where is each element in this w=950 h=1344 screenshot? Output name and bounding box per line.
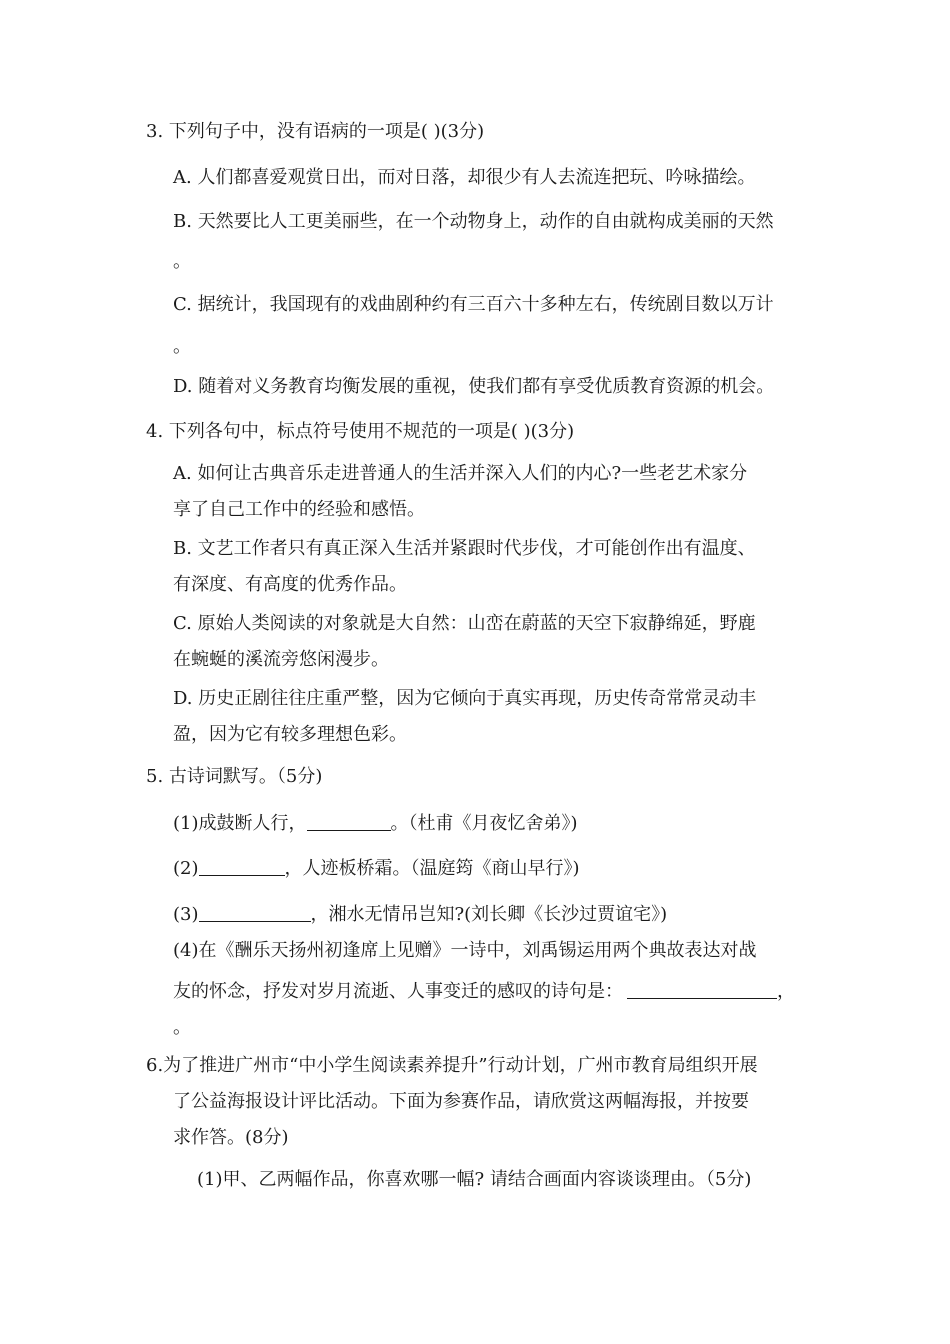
question-4-option-b: B. 文艺工作者只有真正深入生活并紧跟时代步伐，才可能创作出有温度、 [173, 538, 756, 559]
question-5-part-4-cont [173, 978, 795, 1004]
answer-blank-1[interactable] [307, 810, 391, 831]
question-3-stem: 3. 下列句子中，没有语病的一项是( )(3分) [146, 121, 485, 142]
part-3-prefix: (3) [173, 904, 199, 925]
question-3-option-b-cont: 。 [173, 251, 191, 272]
question-3-option-c-cont: 。 [173, 336, 191, 357]
answer-blank-4[interactable] [627, 978, 777, 999]
question-4-option-c-cont: 在蜿蜒的溪流旁悠闲漫步。 [173, 649, 389, 670]
part-1-suffix: 。（杜甫《月夜忆舍弟》) [390, 813, 578, 834]
answer-blank-2[interactable] [199, 855, 285, 876]
question-5-part-3 [173, 901, 667, 927]
question-5-stem: 5. 古诗词默写。（5分) [146, 766, 323, 787]
question-4-stem: 4. 下列各句中，标点符号使用不规范的一项是( )(3分) [146, 421, 575, 442]
question-4-option-a: A. 如何让古典音乐走进普通人的生活并深入人们的内心?一些老艺术家分 [173, 463, 748, 484]
question-4-option-a-cont: 享了自己工作中的经验和感悟。 [173, 499, 425, 520]
answer-blank-3[interactable] [199, 901, 311, 922]
question-6-part-1: (1)甲、乙两幅作品，你喜欢哪一幅? 请结合画面内容谈谈理由。（5分) [197, 1169, 752, 1190]
question-5-part-1 [173, 810, 578, 836]
question-3-option-a: A. 人们都喜爱观赏日出，而对日落，却很少有人去流连把玩、吟咏描绘。 [173, 167, 756, 188]
question-4-option-d-cont: 盈，因为它有较多理想色彩。 [173, 724, 407, 745]
question-4-option-b-cont: 有深度、有高度的优秀作品。 [173, 574, 407, 595]
question-3-option-c: C. 据统计，我国现有的戏曲剧种约有三百六十多种左右，传统剧目数以万计 [173, 294, 774, 315]
question-5-part-4-end: 。 [173, 1017, 191, 1038]
part-3-suffix: ，湘水无情吊岂知?(刘长卿《长沙过贾谊宅》) [310, 904, 668, 925]
question-3-option-d: D. 随着对义务教育均衡发展的重视，使我们都有享受优质教育资源的机会。 [173, 376, 775, 397]
part-1-prefix: (1)成鼓断人行， [173, 813, 307, 834]
question-5-part-2 [173, 855, 580, 881]
question-5-part-4: (4)在《酬乐天扬州初逢席上见赠》一诗中，刘禹锡运用两个典故表达对战 [173, 940, 757, 961]
question-6-stem: 6.为了推进广州市“中小学生阅读素养提升”行动计划，广州市教育局组织开展 [146, 1055, 758, 1076]
question-4-option-c: C. 原始人类阅读的对象就是大自然：山峦在蔚蓝的天空下寂静绵延，野鹿 [173, 613, 756, 634]
question-4-option-d: D. 历史正剧往往庄重严整，因为它倾向于真实再现，历史传奇常常灵动丰 [173, 688, 757, 709]
part-2-suffix: ，人迹板桥霜。（温庭筠《商山早行》) [284, 858, 580, 879]
question-6-stem-cont-2: 求作答。(8分) [173, 1127, 289, 1148]
part-2-prefix: (2) [173, 858, 199, 879]
part-4-prompt: 友的怀念，抒发对岁月流逝、人事变迁的感叹的诗句是： [173, 981, 623, 1002]
part-4-comma: ， [777, 981, 795, 1002]
question-3-option-b: B. 天然要比人工更美丽些，在一个动物身上，动作的自由就构成美丽的天然 [173, 211, 774, 232]
question-6-stem-cont-1: 了公益海报设计评比活动。下面为参赛作品，请欣赏这两幅海报，并按要 [173, 1091, 749, 1112]
